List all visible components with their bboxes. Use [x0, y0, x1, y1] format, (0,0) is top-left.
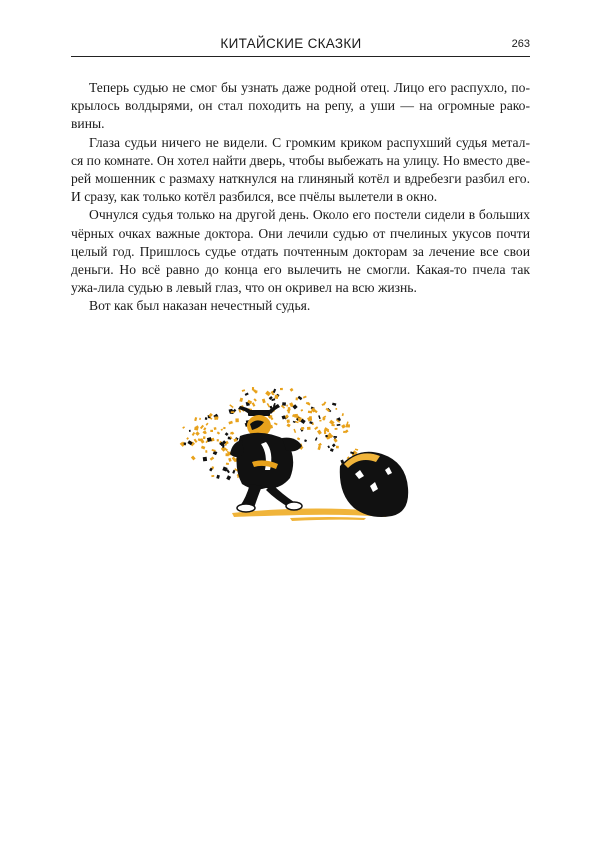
bee-mark — [317, 430, 322, 435]
bee-mark — [201, 446, 205, 450]
bee-mark — [342, 413, 344, 416]
bee-mark — [308, 411, 312, 414]
bee-mark — [228, 458, 232, 462]
bee-mark — [252, 387, 254, 390]
bee-mark — [210, 430, 213, 432]
bee-mark — [287, 419, 290, 423]
bee-mark — [301, 427, 304, 430]
bee-mark — [273, 389, 276, 393]
bee-mark — [322, 417, 326, 421]
paragraph: Глаза судьи ничего не видели. С громким криком распухший судья метал-ся по комнате. Он хотел найти дверь, чтобы выбежать на улицу. Но вместо две-рей мошенник с размаху наткнулся на глиняный котёл и вдребезги разбил его. И сразу, как только котёл разбился, все пчёлы вылетели в окно. — [71, 134, 530, 205]
running-title: КИТАЙСКИЕ СКАЗКИ — [220, 36, 362, 51]
bee-mark — [182, 426, 185, 429]
header-rule — [71, 56, 530, 57]
bee-mark — [280, 388, 283, 390]
bee-mark — [189, 430, 191, 432]
bee-mark — [239, 398, 243, 402]
bee-mark — [296, 397, 298, 400]
bee-mark — [315, 437, 318, 441]
bee-mark — [205, 417, 208, 420]
bee-mark — [242, 389, 245, 392]
bee-mark — [332, 403, 336, 406]
bee-mark — [217, 439, 219, 441]
bee-mark — [217, 431, 220, 434]
bee-mark — [297, 437, 300, 440]
bee-mark — [235, 418, 238, 422]
bee-mark — [226, 463, 229, 465]
bee-mark — [294, 414, 298, 418]
bee-mark — [205, 450, 207, 453]
bee-mark — [319, 420, 321, 422]
bee-mark — [265, 391, 271, 397]
bee-mark — [232, 470, 235, 474]
bee-mark — [216, 475, 220, 479]
bee-mark — [298, 396, 303, 400]
bee-mark — [290, 388, 294, 392]
bee-mark — [210, 457, 214, 461]
bee-mark — [336, 446, 339, 449]
page-header — [71, 34, 530, 54]
bee-mark — [203, 457, 207, 462]
bee-mark — [226, 475, 231, 480]
judge-figure — [230, 404, 302, 512]
bee-mark — [330, 448, 334, 452]
bee-mark — [293, 421, 296, 423]
bee-mark — [186, 437, 189, 440]
illustration-drawing — [170, 366, 415, 531]
bee-mark — [262, 399, 266, 404]
paragraph: Теперь судью не смог бы узнать даже родной отец. Лицо его распухло, по-крылось волдырями, он стал походить на репу, а уши — на огромные рако-вины. — [71, 80, 530, 132]
bee-mark — [195, 431, 200, 436]
bee-mark — [231, 411, 235, 413]
bee-mark — [228, 421, 233, 425]
bee-mark — [223, 427, 225, 429]
bee-mark — [304, 439, 307, 442]
bee-mark — [199, 418, 201, 420]
broken-pot — [340, 452, 408, 517]
bee-mark — [203, 427, 206, 430]
bee-mark — [286, 423, 290, 427]
bee-mark — [293, 429, 296, 433]
bee-mark — [194, 417, 197, 421]
bee-mark — [288, 411, 290, 414]
bee-mark — [333, 438, 337, 442]
bee-mark — [300, 409, 303, 412]
bee-mark — [200, 425, 204, 429]
bee-mark — [194, 439, 198, 443]
bee-mark — [274, 422, 278, 425]
paragraph: Вот как был наказан нечестный судья. — [89, 298, 311, 314]
bee-mark — [282, 402, 286, 406]
page-number: 263 — [511, 38, 530, 50]
bee-mark — [221, 429, 223, 431]
bee-mark — [309, 416, 312, 421]
bee-mark — [331, 424, 334, 426]
bee-mark — [344, 429, 348, 433]
bee-mark — [225, 432, 229, 436]
bee-mark — [341, 424, 346, 429]
bee-mark — [327, 445, 330, 448]
bee-mark — [192, 432, 195, 436]
bee-mark — [212, 449, 216, 452]
bee-mark — [206, 423, 209, 426]
paragraph: Очнулся судья только на другой день. Около его постели сидели в больших чёрных очках важные доктора. Они лечили судью от пчелиных укусов почти целый год. Пришлось судье отдать почтенным докторам за лечение все свои деньги. Но всё равно до конца его вылечить не смогли. Какая-то пчела так ужа-лила судью в левый глаз, что он окривел на всю жизнь. — [71, 207, 530, 296]
bee-mark — [336, 408, 338, 410]
bee-mark — [335, 428, 338, 430]
bee-mark — [245, 393, 249, 396]
story-text — [71, 79, 530, 316]
bee-mark — [211, 475, 214, 477]
bee-mark — [325, 435, 327, 437]
bee-mark — [214, 427, 217, 430]
bee-mark — [252, 402, 256, 407]
bee-mark — [253, 398, 256, 401]
bee-mark — [271, 398, 275, 401]
bee-mark — [267, 403, 270, 407]
bee-mark — [309, 421, 313, 424]
bee-mark — [318, 415, 321, 419]
bee-mark — [203, 436, 206, 439]
bee-mark — [303, 396, 307, 399]
bee-mark — [337, 424, 341, 426]
bee-mark — [225, 453, 228, 456]
bee-mark — [191, 456, 196, 461]
bee-mark — [314, 426, 318, 430]
bee-mark — [332, 443, 336, 447]
judge-and-bees-illustration — [170, 366, 415, 531]
bee-mark — [355, 449, 358, 451]
bee-mark — [300, 419, 305, 424]
bee-mark — [307, 427, 311, 430]
bee-mark — [229, 404, 233, 408]
bee-mark — [274, 395, 278, 399]
bee-mark — [286, 405, 288, 407]
